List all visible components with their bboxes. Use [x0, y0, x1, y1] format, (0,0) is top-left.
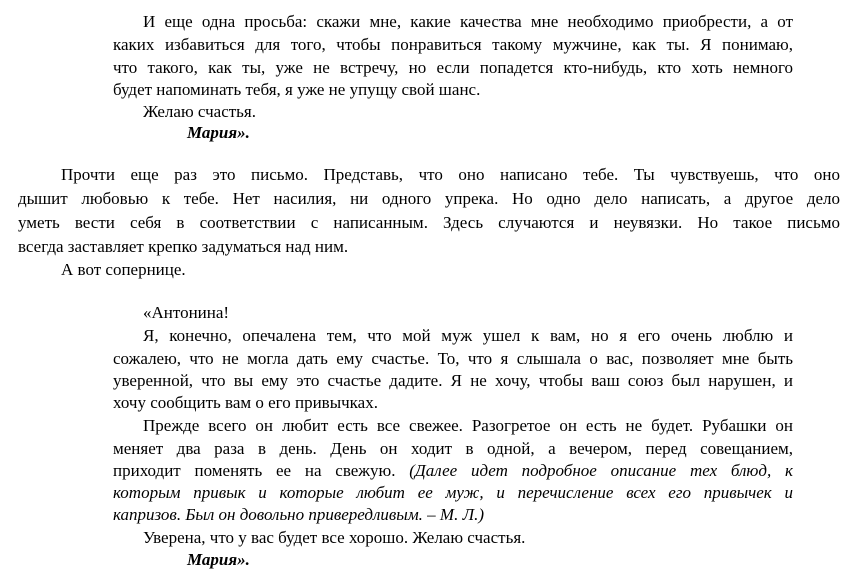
letter2-p2-line-3 [113, 460, 793, 482]
letter2-p2-line-1: Прежде всего он любит есть все свежее. Разогретое он есть не будет. Рубашки он [143, 416, 793, 435]
letter2-p2-line-3-italic: (Далее идет подробное описание тех блюд, к [409, 461, 793, 480]
letter2-p1-line-1: Я, конечно, опечалена тем, что мой муж ушел к вам, но я его очень люблю и [143, 326, 793, 345]
main-line-1: Прочти еще раз это письмо. Представь, что оно написано тебе. Ты чувствуешь, что оно [61, 165, 840, 184]
letter1-line-4: будет напоминать тебя, я уже не упущу свой шанс. [113, 80, 481, 99]
rival-intro: А вот сопернице. [61, 260, 186, 279]
letter2-p1-line-4: хочу сообщить вам о его привычках. [113, 393, 378, 412]
letter2-p2-line-5: капризов. Был он довольно привередливым. – М. Л.) [113, 505, 485, 524]
main-line-4: всегда заставляет крепко задуматься над ним. [18, 237, 349, 256]
letter2-signature: Мария». [187, 550, 250, 569]
main-line-2: дышит любовью к тебе. Нет насилия, ни одного упрека. Но одно дело написать, а другое дело [18, 189, 840, 208]
letter1-line-2: каких избавиться для того, чтобы понравиться такому мужчине, как ты. Я понимаю, [113, 35, 793, 54]
main-line-3: уметь вести себя в соответствии с написанным. Здесь случаются и неувязки. Но такое письмо [18, 213, 840, 232]
letter1-signature: Мария». [187, 123, 250, 142]
letter1-line-3: что такого, как ты, уже не встречу, но если попадется кто-нибудь, кто хоть немного [113, 58, 793, 77]
letter1-wish: Желаю счастья. [143, 102, 256, 121]
letter2-p1-line-2: сожалею, что не могла дать ему счастье. То, что я слышала о вас, позволяет мне быть [113, 349, 793, 368]
letter2-p2-line-4: которым привык и которые любит ее муж, и перечисление всех его привычек и [113, 483, 793, 502]
letter2-p2-line-2: меняет два раза в день. День он ходит в одной, а вечером, перед совещанием, [113, 439, 793, 458]
letter2-closing: Уверена, что у вас будет все хорошо. Желаю счастья. [143, 528, 526, 547]
letter2-greeting: «Антонина! [143, 303, 230, 322]
letter1-line-1: И еще одна просьба: скажи мне, какие качества мне необходимо приобрести, а от [143, 12, 793, 31]
letter2-p1-line-3: уверенной, что вы ему это счастье дадите. Я не хочу, чтобы ваш союз был нарушен, и [113, 371, 793, 390]
letter2-p2-line-3-plain: приходит поменять ее на свежую. [113, 461, 410, 480]
